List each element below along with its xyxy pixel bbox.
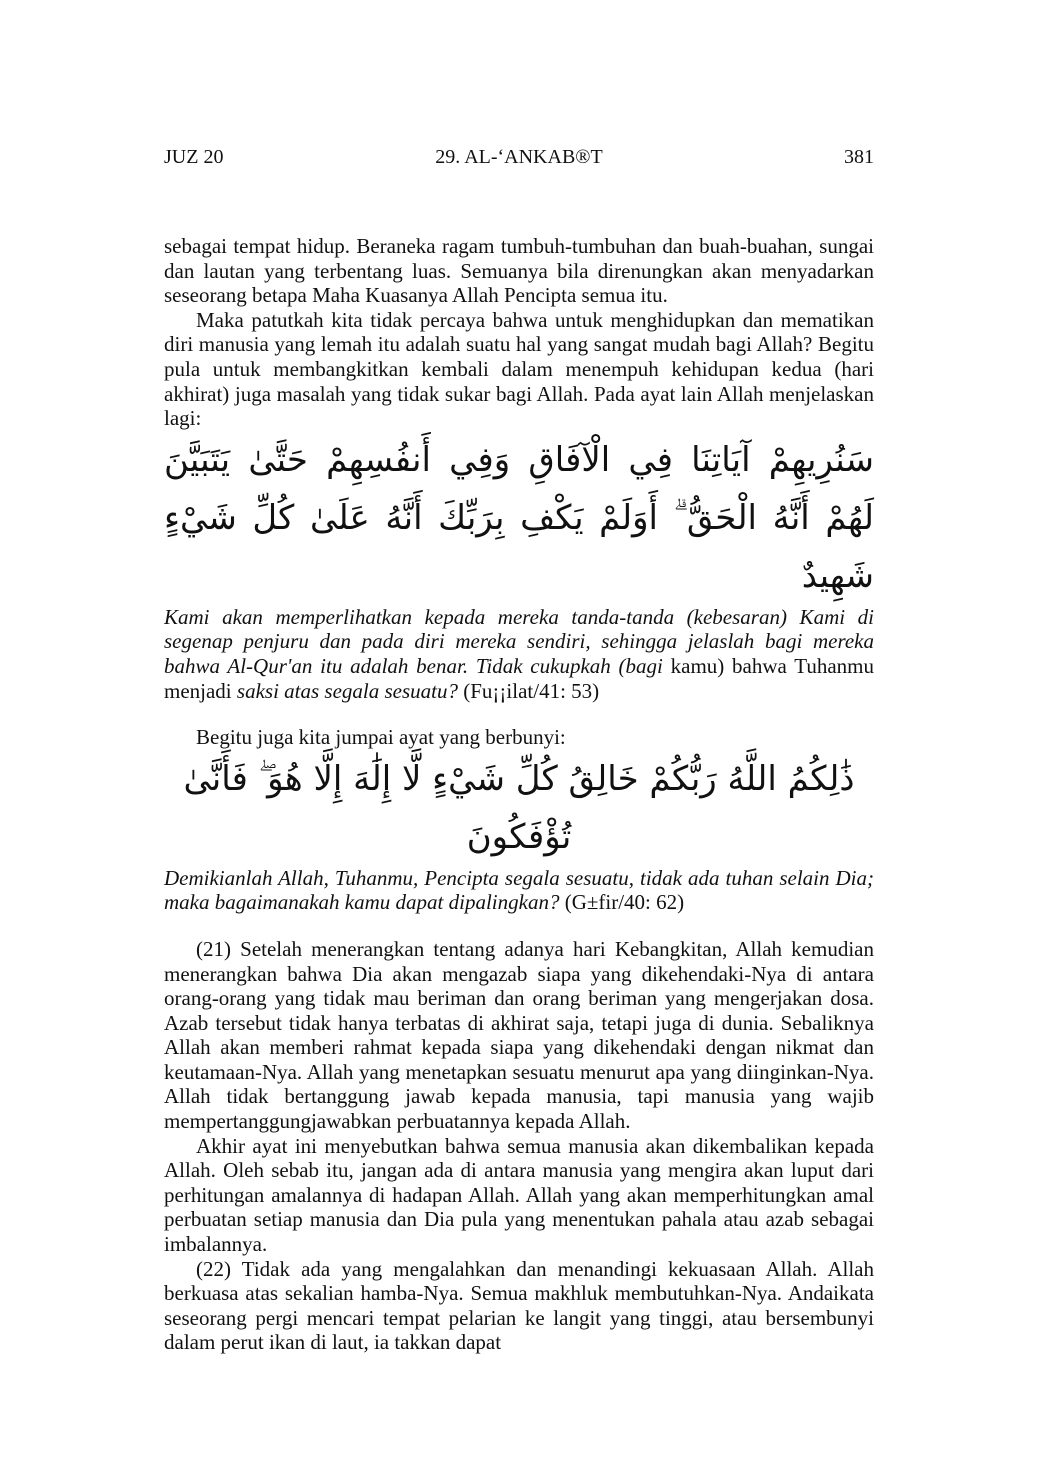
translation-2 xyxy=(164,866,874,915)
paragraph-3: Begitu juga kita jumpai ayat yang berbunyi: xyxy=(196,725,566,750)
arabic-verse-1: سَنُرِيهِمْ آيَاتِنَا فِي الْآفَاقِ وَفِي أَنفُسِهِمْ حَتَّىٰ يَتَبَيَّنَ لَهُمْ أَنَّهُ الْحَقُّ ۗ أَوَلَمْ يَكْفِ بِرَبِّكَ أَنَّهُ عَلَىٰ كُلِّ شَيْءٍ شَهِيدٌ xyxy=(164,439,874,596)
translation-2-reference: (G±fir/40: 62) xyxy=(559,890,685,915)
paragraph-6: (22) Tidak ada yang mengalahkan dan menandingi kekuasaan Allah. Allah berkuasa atas sekalian hamba-Nya. Semua makhluk membutuhkan-Nya. Andaikata seseorang pergi mencari tempat pelarian ke langit yang tinggi, atau bersembunyi dalam perut ikan di laut, ia takkan dapat xyxy=(164,1256,874,1355)
paragraph-5: Akhir ayat ini menyebutkan bahwa semua manusia akan dikembalikan kepada Allah. Oleh sebab itu, jangan ada di antara manusia yang mengira akan luput dari perhitungan amalannya di hadapan Allah. Allah yang akan memperhitungkan amal perbuatan setiap manusia dan Dia pula yang menentukan pahala atau azab sebagai imbalannya. xyxy=(164,1133,874,1257)
page-header xyxy=(164,146,874,172)
page-number: 381 xyxy=(844,146,874,168)
translation-1-reference: (Fu¡¡ilat/41: 53) xyxy=(458,678,600,703)
spacer xyxy=(164,703,874,725)
page-content xyxy=(164,234,874,1355)
translation-2-italic: Demikianlah Allah, Tuhanmu, Pencipta segala sesuatu, tidak ada tuhan selain Dia; maka bagaimanakah kamu dapat dipalingkan? xyxy=(164,865,874,915)
paragraph-4: (21) Setelah menerangkan tentang adanya hari Kebangkitan, Allah kemudian menerangkan bahwa Dia akan mengazab siapa yang dikehendaki-Nya di antara orang-orang yang tidak mau beriman dan orang beriman yang mengerjakan dosa. Azab tersebut tidak hanya terbatas di akhirat saja, tetapi juga di dunia. Sebaliknya Allah akan memberi rahmat kepada siapa yang dikehendaki dengan nikmat dan keutamaan-Nya. Allah yang menetapkan sesuatu menurut apa yang diinginkan-Nya. Allah tidak bertanggung jawab kepada manusia, tapi manusia yang wajib mempertanggungjawabkan perbuatannya kepada Allah. xyxy=(164,936,874,1134)
paragraph-2: Maka patutkah kita tidak percaya bahwa untuk menghidupkan dan mematikan diri manusia yang lemah itu adalah suatu hal yang sangat mudah bagi Allah? Begitu pula untuk membangkitkan kembali dalam menempuh kehidupan kedua (hari akhirat) juga masalah yang tidak sukar bagi Allah. Pada ayat lain Allah menjelaskan lagi: xyxy=(164,307,874,431)
spacer xyxy=(164,915,874,937)
translation-1-italic-a: Kami akan memperlihatkan kepada mereka tanda-tanda (kebesaran) Kami di segenap penjuru dan pada diri mereka sendiri, sehingga jelaslah bagi mereka bahwa Al-Qur'an itu adalah benar. Tidak cukupkah (bagi xyxy=(164,604,874,678)
paragraph-1: sebagai tempat hidup. Beraneka ragam tumbuh-tumbuhan dan buah-buahan, sungai dan lautan yang terbentang luas. Semuanya bila direnungkan akan menyadarkan seseorang betapa Maha Kuasanya Allah Pencipta semua itu. xyxy=(164,234,874,308)
surah-title: 29. AL-‘ANKAB®T xyxy=(435,146,603,168)
juz-label: JUZ 20 xyxy=(164,146,224,168)
translation-1 xyxy=(164,605,874,703)
translation-1-italic-b: saksi atas segala sesuatu? xyxy=(236,678,458,703)
translation-1-normal-a: kamu) bahwa Tuhanmu menjadi xyxy=(164,653,874,703)
arabic-verse-2: ذَٰلِكُمُ اللَّهُ رَبُّكُمْ خَالِقُ كُلِّ شَيْءٍ لَّا إِلَٰهَ إِلَّا هُوَ ۖ فَأَنَّىٰ تُؤْفَكُونَ xyxy=(183,758,855,857)
